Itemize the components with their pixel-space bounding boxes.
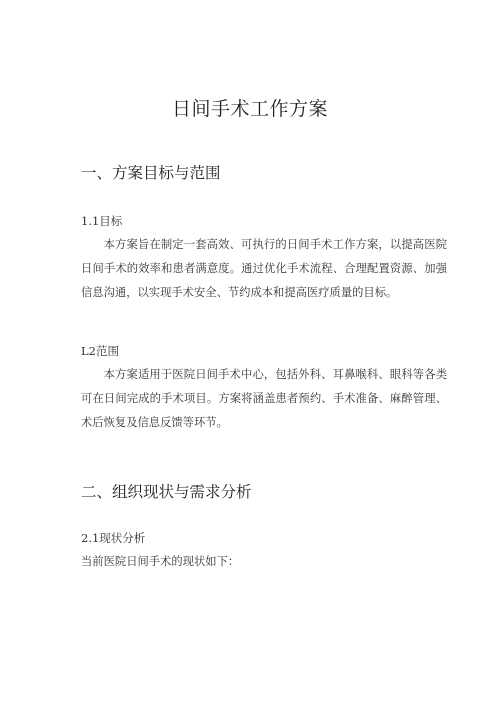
section-heading-goals-scope: 一、方案目标与范围 xyxy=(81,164,221,182)
paragraph-goals: 本方案旨在制定一套高效、可执行的日间手术工作方案，以提高医院日间手术的效率和患者满意度。通过优化手术流程、合理配置资源、加强信息沟通，以实现手术安全、节约成本和提高医疗质量的目标。 xyxy=(81,238,447,299)
paragraph-status: 当前医院日间手术的现状如下： xyxy=(81,555,240,568)
paragraph-scope: 本方案适用于医院日间手术中心，包括外科、耳鼻喉科、眼科等各类可在日间完成的手术项目。方案将涵盖患者预约、手术准备、麻醉管理、术后恢复及信息反馈等环节。 xyxy=(81,368,447,429)
document-title: 日间手术工作方案 xyxy=(171,98,328,120)
subsection-heading-scope: L2范围 xyxy=(81,344,119,358)
section-heading-status-analysis: 二、组织现状与需求分析 xyxy=(81,483,252,501)
subsection-heading-status: 2.1现状分析 xyxy=(81,531,146,545)
subsection-heading-goals: 1.1目标 xyxy=(81,214,123,228)
